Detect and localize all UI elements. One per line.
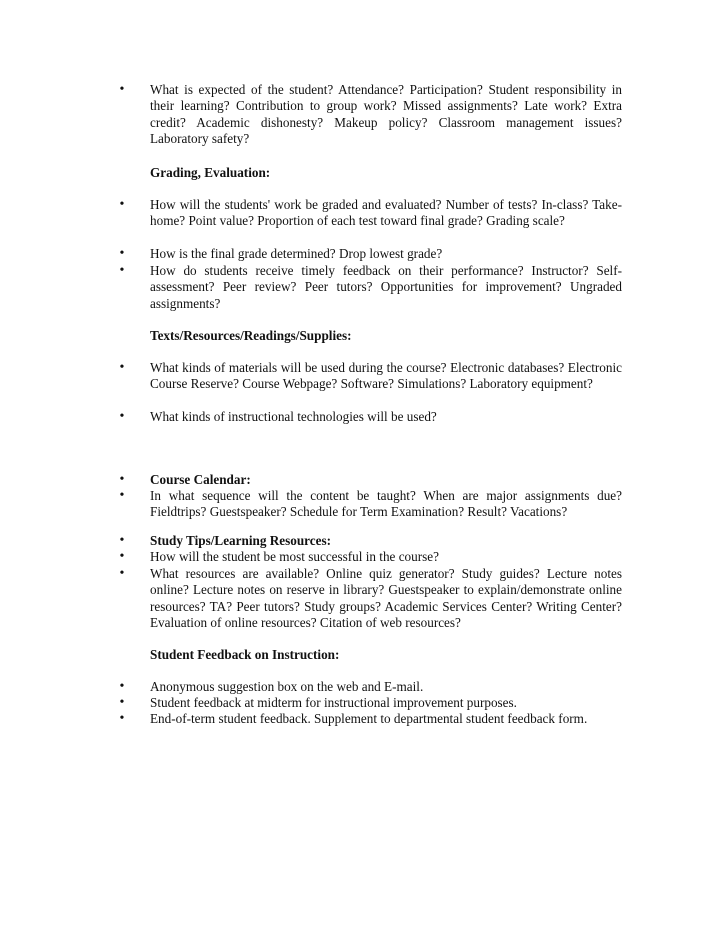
list-item	[119, 566, 622, 631]
bullet-icon: •	[119, 533, 125, 548]
list-item	[119, 197, 622, 230]
section-heading-feedback: Student Feedback on Instruction:	[150, 647, 340, 662]
item-text: End-of-term student feedback. Supplement to departmental student feedback form.	[150, 711, 588, 726]
bullet-icon: •	[119, 472, 125, 487]
bullet-icon: •	[119, 409, 125, 424]
bullet-icon: •	[119, 360, 125, 375]
bullet-icon: •	[119, 246, 125, 261]
item-text: Anonymous suggestion box on the web and E-mail.	[150, 679, 424, 694]
item-text: Student feedback at midterm for instructional improvement purposes.	[150, 695, 517, 710]
item-text: What is expected of the student? Attendance? Participation? Student responsibility in their learning? Contribution to group work? Missed assignments? Late work? Extra credit? Academic dishonesty? Makeup policy? Classroom management issues? Laboratory safety?	[150, 82, 622, 146]
item-text: How will the student be most successful in the course?	[150, 549, 439, 564]
list-item	[119, 246, 622, 262]
item-text: What kinds of instructional technologies will be used?	[150, 409, 437, 424]
list-item	[119, 679, 622, 695]
bullet-icon: •	[119, 711, 125, 726]
item-text: In what sequence will the content be taught? When are major assignments due? Fieldtrips? Guestspeaker? Schedule for Term Examination? Result? Vacations?	[150, 488, 622, 520]
list-item	[119, 695, 622, 711]
bullet-icon: •	[119, 82, 125, 97]
list-item	[119, 549, 622, 565]
item-text: Study Tips/Learning Resources:	[150, 533, 331, 548]
item-text: What kinds of materials will be used during the course? Electronic databases? Electronic Course Reserve? Course Webpage? Software? Simulations? Laboratory equipment?	[150, 360, 622, 392]
list-item	[119, 488, 622, 521]
bullet-icon: •	[119, 488, 125, 503]
list-item	[119, 360, 622, 393]
list-item	[119, 711, 622, 727]
list-item	[119, 82, 622, 147]
bullet-icon: •	[119, 566, 125, 581]
section-heading-grading: Grading, Evaluation:	[150, 165, 271, 180]
bullet-icon: •	[119, 695, 125, 710]
list-item-course-calendar	[119, 472, 622, 488]
item-text: Course Calendar:	[150, 472, 251, 487]
list-item	[119, 409, 622, 425]
item-text: How will the students' work be graded and evaluated? Number of tests? In-class? Take-home? Point value? Proportion of each test toward final grade? Grading scale?	[150, 197, 622, 229]
bullet-icon: •	[119, 263, 125, 278]
list-item-study-tips	[119, 533, 622, 549]
bullet-icon: •	[119, 549, 125, 564]
section-heading-texts: Texts/Resources/Readings/Supplies:	[150, 328, 352, 343]
bullet-icon: •	[119, 197, 125, 212]
item-text: What resources are available? Online quiz generator? Study guides? Lecture notes online? Lecture notes on reserve in library? Guestspeaker to explain/demonstrate online resources? TA? Peer tutors? Study groups? Academic Services Center? Writing Center? Evaluation of online resources? Citation of web resources?	[150, 566, 622, 630]
bullet-icon: •	[119, 679, 125, 694]
item-text: How is the final grade determined? Drop lowest grade?	[150, 246, 443, 261]
list-item	[119, 263, 622, 312]
item-text: How do students receive timely feedback on their performance? Instructor? Self-assessment? Peer review? Peer tutors? Opportunities for improvement? Ungraded assignments?	[150, 263, 622, 311]
